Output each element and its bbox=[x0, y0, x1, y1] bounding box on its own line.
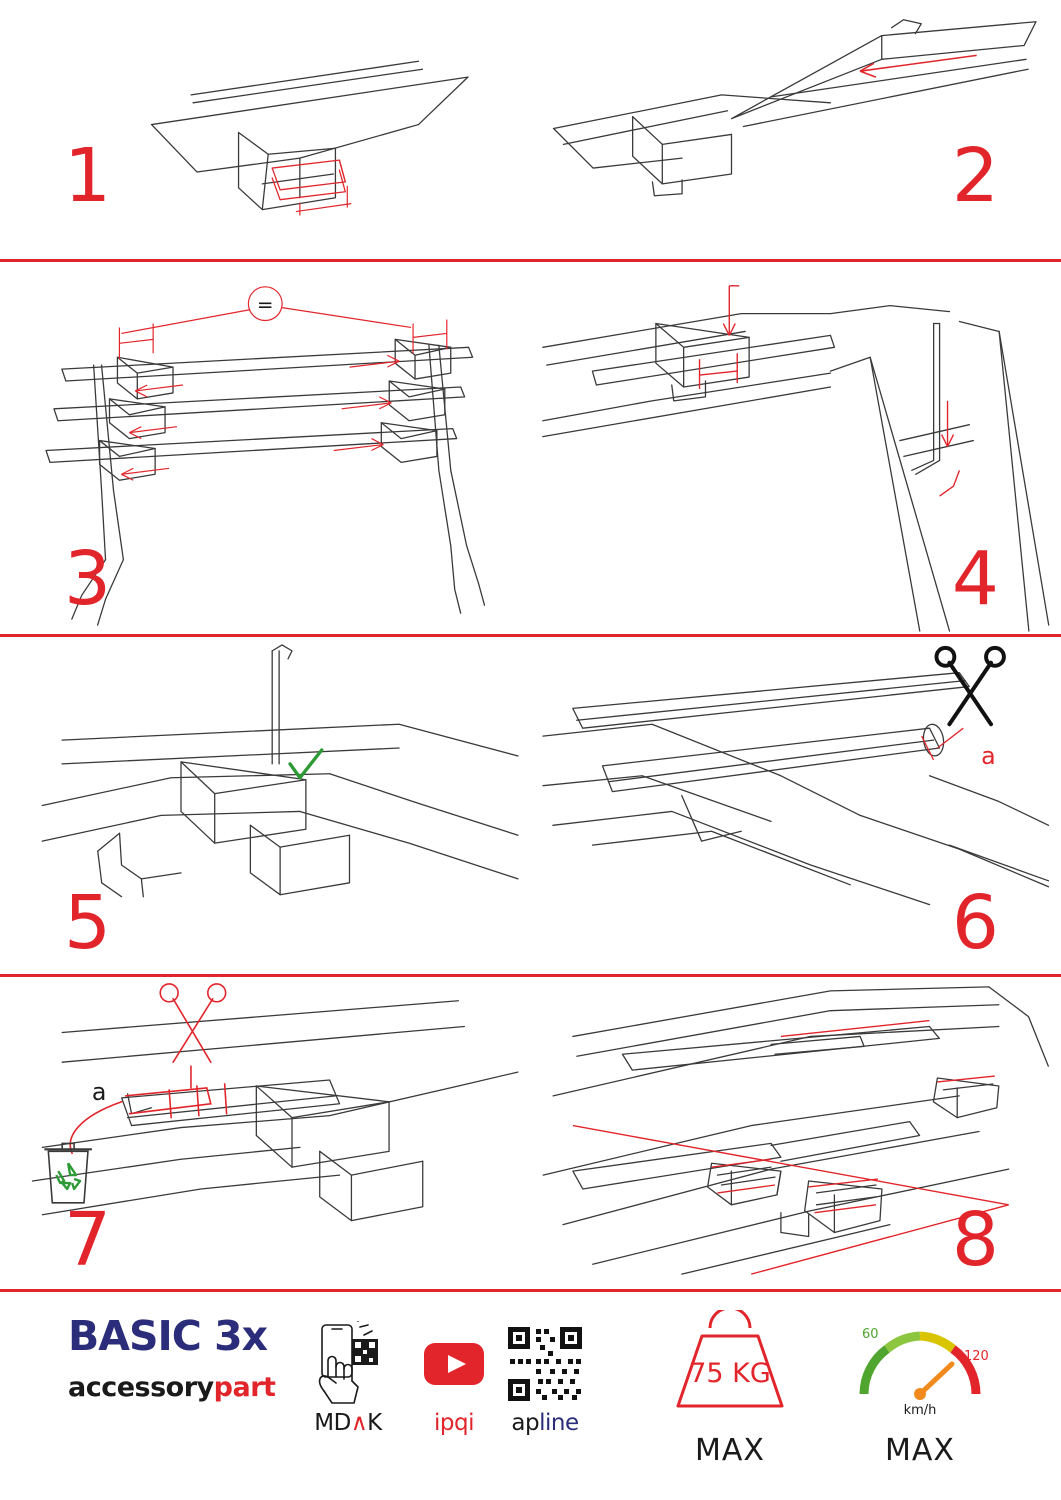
step-panel-8 bbox=[531, 977, 1061, 1289]
ipqi-label: ipqi bbox=[434, 1410, 474, 1436]
step-row-2 bbox=[0, 262, 1061, 637]
step-row-1 bbox=[0, 0, 1061, 262]
step-2-illustration bbox=[531, 0, 1061, 259]
brand-title bbox=[68, 1312, 278, 1360]
speedometer-icon bbox=[830, 1310, 1010, 1422]
label-a-step6: a bbox=[980, 741, 996, 770]
max-speed-block bbox=[830, 1310, 1010, 1468]
step-number-4: 4 bbox=[951, 536, 999, 622]
mdak-label-mid: ∧ bbox=[350, 1410, 368, 1436]
apline-label bbox=[480, 1412, 610, 1435]
step-panel-5 bbox=[0, 637, 531, 974]
step-panel-1 bbox=[0, 0, 531, 259]
step-panel-2 bbox=[531, 0, 1061, 259]
mdak-label-first: MD bbox=[314, 1410, 351, 1436]
step-panel-3 bbox=[0, 262, 531, 634]
step-number-3: 3 bbox=[64, 536, 112, 622]
step-panel-7 bbox=[0, 977, 531, 1289]
footer bbox=[0, 1292, 1061, 1500]
step-number-6: 6 bbox=[951, 880, 999, 966]
max-load-value: 75 KG bbox=[689, 1358, 771, 1389]
step-number-8: 8 bbox=[951, 1197, 999, 1283]
brand-subtitle bbox=[68, 1374, 278, 1401]
step-number-2: 2 bbox=[951, 133, 999, 219]
step-panel-4 bbox=[531, 262, 1061, 634]
equal-symbol: = bbox=[256, 293, 274, 317]
qr-code-icon[interactable] bbox=[480, 1316, 610, 1412]
mdak-label-last: K bbox=[367, 1410, 382, 1436]
brand-sub-second: part bbox=[213, 1372, 276, 1403]
logo-apline bbox=[480, 1316, 610, 1435]
scissors-icon bbox=[936, 648, 1003, 724]
brand-sub-first: accessory bbox=[68, 1372, 214, 1403]
hand-phone-qr-icon bbox=[288, 1316, 408, 1412]
step-row-4 bbox=[0, 977, 1061, 1292]
step-number-5: 5 bbox=[64, 880, 112, 966]
step-panel-6 bbox=[531, 637, 1061, 974]
label-a-step7: a bbox=[91, 1077, 107, 1106]
max-load-block bbox=[640, 1310, 820, 1468]
speed-tick-low: 60 bbox=[862, 1327, 879, 1342]
brand-title-suffix: x bbox=[241, 1312, 268, 1360]
logo-mdak bbox=[288, 1316, 408, 1435]
speed-tick-high: 120 bbox=[964, 1349, 989, 1364]
max-load-label: MAX bbox=[695, 1433, 765, 1468]
step-number-1: 1 bbox=[64, 133, 112, 219]
max-speed-label: MAX bbox=[885, 1433, 955, 1468]
step-number-7: 7 bbox=[64, 1197, 112, 1283]
brand-title-main: BASIC 3 bbox=[68, 1312, 242, 1360]
step-1-illustration bbox=[0, 0, 531, 259]
speed-unit: km/h bbox=[903, 1403, 937, 1418]
step-row-3 bbox=[0, 637, 1061, 977]
weight-icon bbox=[640, 1310, 820, 1422]
apline-label-first: ap bbox=[511, 1410, 540, 1436]
apline-label-last: line bbox=[539, 1410, 579, 1436]
brand-block bbox=[68, 1312, 278, 1403]
mdak-label bbox=[288, 1412, 408, 1435]
